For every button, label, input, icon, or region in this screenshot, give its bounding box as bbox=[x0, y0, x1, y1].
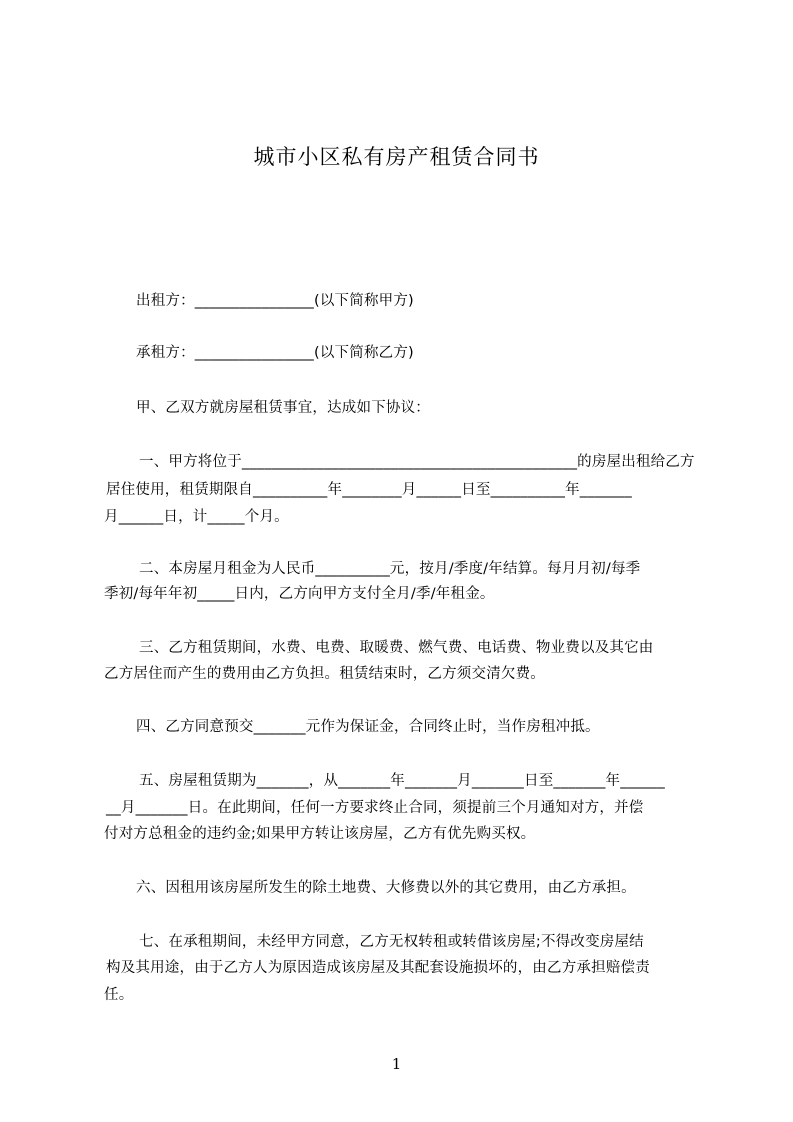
clause-3-line-1: 三、乙方租赁期间，水费、电费、取暖费、燃气费、电话费、物业费以及其它由 bbox=[139, 640, 654, 656]
clause-5-line-1: 五、房屋租赁期为_______，从_______年_______月_______日至_______年______ bbox=[139, 773, 665, 789]
clause-2-line-2: 季初/每年年初_____日内，乙方向甲方支付全月/季/年租金。 bbox=[104, 586, 495, 602]
clause-4-line-1: 四、乙方同意预交_______元作为保证金，合同终止时，当作房租冲抵。 bbox=[136, 719, 600, 735]
clause-5-line-2: __月_______日。在此期间，任何一方要求终止合同，须提前三个月通知对方，并偿 bbox=[106, 800, 644, 816]
intro-paragraph: 甲、乙双方就房屋租赁事宜，达成如下协议： bbox=[136, 400, 430, 416]
clause-7-line-1: 七、在承租期间，未经甲方同意，乙方无权转租或转借该房屋;不得改变房屋结 bbox=[139, 934, 644, 950]
clause-2-line-1: 二、本房屋月租金为人民币__________元，按月/季度/年结算。每月月初/每季 bbox=[139, 561, 641, 577]
document-title: 城市小区私有房产租赁合同书 bbox=[253, 145, 540, 169]
clause-7-line-2: 构及其用途，由于乙方人为原因造成该房屋及其配套设施损坏的，由乙方承担赔偿责 bbox=[106, 960, 650, 976]
clause-6-line-1: 六、因租用该房屋所发生的除土地费、大修费以外的其它费用，由乙方承担。 bbox=[136, 880, 636, 896]
lessee-line: 承租方：________________(以下简称乙方) bbox=[136, 345, 414, 361]
clause-5-line-3: 付对方总租金的违约金;如果甲方转让该房屋，乙方有优先购买权。 bbox=[104, 826, 536, 842]
clause-7-line-3: 任。 bbox=[104, 987, 134, 1003]
clause-1-line-3: 月______日，计_____个月。 bbox=[104, 509, 289, 525]
clause-1-line-1: 一、甲方将位于_____________________________________________的房屋出租给乙方 bbox=[139, 454, 695, 470]
clause-3-line-2: 乙方居住而产生的费用由乙方负担。租赁结束时，乙方须交清欠费。 bbox=[104, 666, 545, 682]
page-number: 1 bbox=[391, 1055, 402, 1073]
lessor-line: 出租方：________________(以下简称甲方) bbox=[136, 293, 414, 309]
clause-1-line-2: 居住使用，租赁期限自__________年________月______日至__________年_______ bbox=[106, 482, 632, 498]
